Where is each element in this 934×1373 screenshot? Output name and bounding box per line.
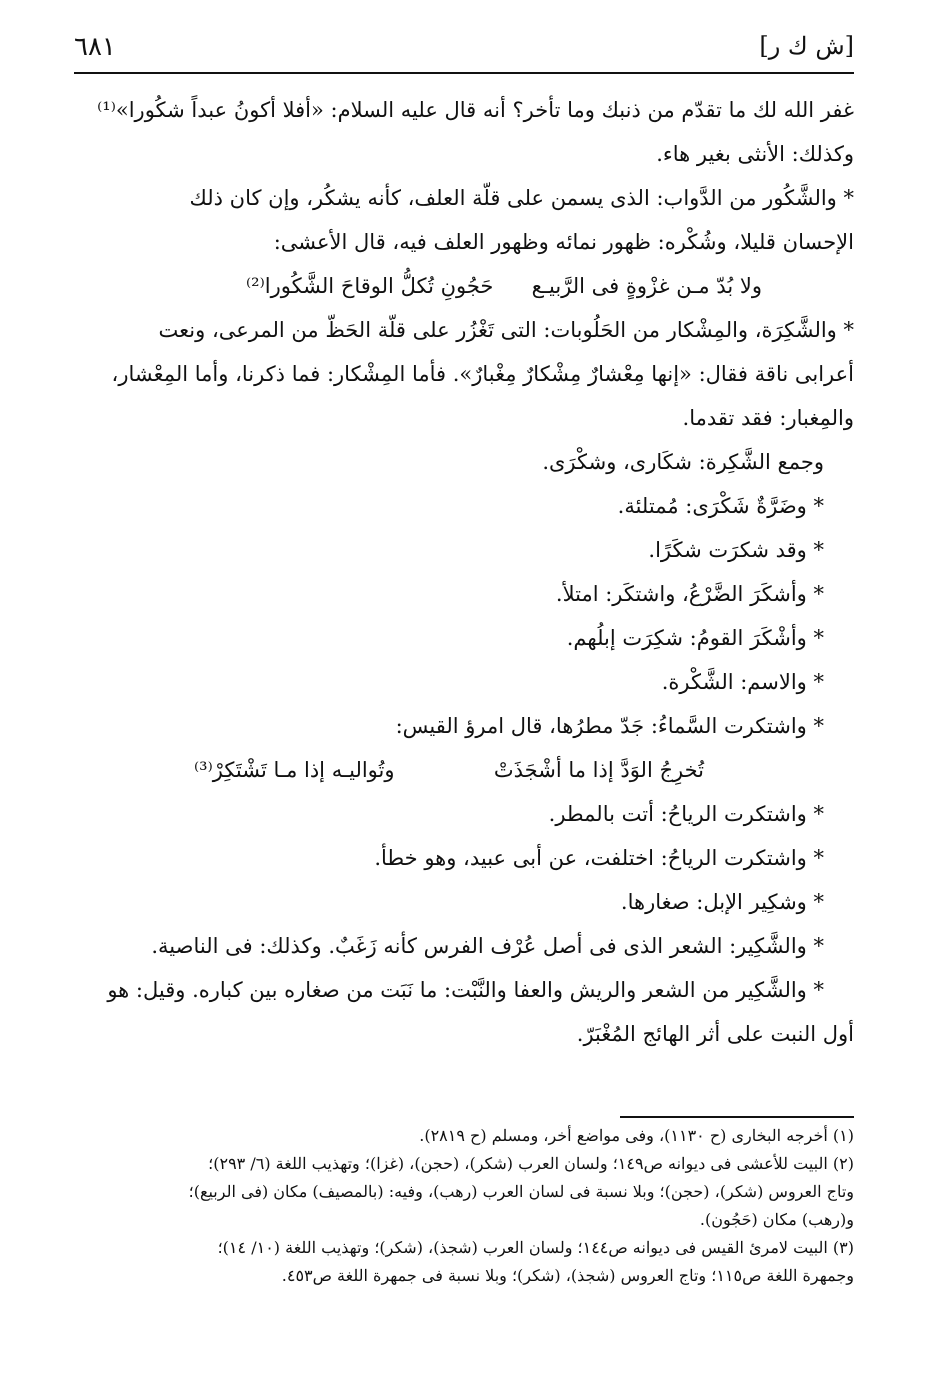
text-line: * وأشْكَرَ القومُ: شكِرَت إبلُهم. [566, 626, 824, 650]
footnotes [74, 1122, 854, 1290]
verse-hemistich: ولا بُدّ مـن غزْوةٍ فى الرَّبيـع [531, 274, 762, 298]
page-header [74, 24, 854, 68]
text-line: * وضَرَّةٌ شَكْرَى: مُمتلئة. [617, 494, 824, 518]
verse-hemistich: تُخرِجُ الوَدَّ إذا ما أشْجَذَتْ [493, 758, 704, 782]
root-heading: [ش ك ر] [759, 32, 854, 60]
text-line: أول النبت على أثر الهائج المُغْبَرّ. [576, 1022, 854, 1046]
text-line: * والشَّكُور من الدَّواب: الذى يسمن على قلّة العلف، كأنه يشكُر، وإن كان ذلك [189, 186, 854, 210]
verse-line [74, 264, 854, 308]
text-line: غفر الله لك ما تقدّم من ذنبك وما تأخر؟ أنه قال عليه السلام: «أفلا أكونُ عبداً شكُورا»⁽¹⁾ [97, 98, 854, 122]
text-line: أعرابى ناقة فقال: «إنها مِعْشارٌ مِشْكارٌ مِغْبارٌ». فأما المِشْكار: فما ذكرنا، وأما المِعْشار، [111, 362, 854, 386]
text-line: * واشتكرت الرياحُ: أتت بالمطر. [548, 802, 824, 826]
text-line: * والشَّكِير من الشعر والريش والعفا والنَّبْت: ما نَبَت من صغاره بين كباره. وقيل: هو [107, 978, 824, 1002]
header-rule [74, 72, 854, 74]
text-line: * والشَّكِير: الشعر الذى فى أصل عُرْف الفرس كأنه زَغَبٌ. وكذلك: فى الناصية. [151, 934, 824, 958]
text-line: والمِغبار: فقد تقدما. [682, 406, 854, 430]
verse-line [74, 748, 854, 792]
text-line: * واشتكرت السَّماءُ: جَدّ مطرُها، قال امرؤ القيس: [395, 714, 824, 738]
footnote-line: (٢) البيت للأعشى فى ديوانه ص١٤٩؛ ولسان العرب (شكر)، (حجن)، (غزا)؛ وتهذيب اللغة (٦/ ٢٩٣)؛ [208, 1154, 854, 1173]
footnote-rule [620, 1116, 854, 1118]
text-line: وجمع الشَّكِرة: شكَارى، وشكْرَى. [542, 450, 824, 474]
text-line: * وشكِير الإبل: صغارها. [620, 890, 824, 914]
text-line: * واشتكرت الرياحُ: اختلفت، عن أبى عبيد، وهو خطأ. [374, 846, 824, 870]
verse-hemistich: حَجُونِ تُكلُّ الوقاحَ الشَّكُورا⁽²⁾ [246, 274, 494, 298]
footnote-line: (١) أخرجه البخارى (ح ١١٣٠)، وفى مواضع أخر، ومسلم (ح ٢٨١٩). [419, 1126, 854, 1145]
text-line: * وأشكَرَ الضَّرْعُ، واشتكَر: امتلأ. [555, 582, 824, 606]
footnote-line: وتاج العروس (شكر)، (حجن)؛ وبلا نسبة فى لسان العرب (رهب)، وفيه: (بالمصيف) مكان (فى الربيع)؛ [188, 1182, 854, 1201]
verse-hemistich: وتُواليـه إذا مـا تَشْتَكِرْ⁽³⁾ [194, 758, 395, 782]
text-line: * والاسم: الشَّكْرة. [661, 670, 824, 694]
text-line: وكذلك: الأنثى بغير هاء. [656, 142, 854, 166]
footnote-line: (٣) البيت لامرئ القيس فى ديوانه ص١٤٤؛ ولسان العرب (شجذ)، (شكر)؛ وتهذيب اللغة (١٠/ ١٤)؛ [217, 1238, 854, 1257]
main-text [74, 88, 854, 1056]
text-line: الإحسان قليلا، وشُكْره: ظهور نمائه وظهور العلف فيه، قال الأعشى: [273, 230, 854, 254]
footnote-line: و(رهب) مكان (حَجُون). [699, 1210, 854, 1229]
text-line: * وقد شكرَت شكَرًا. [648, 538, 824, 562]
footnote-line: وجمهرة اللغة ص١١٥؛ وتاج العروس (شجذ)، (شكر)؛ وبلا نسبة فى جمهرة اللغة ص٤٥٣. [281, 1266, 854, 1285]
text-line: * والشَّكِرَة، والمِشْكار من الحَلُوبات: التى تَغْزُر على قلّة الحَظّ من المرعى، ونعت [158, 318, 854, 342]
page-number: ٦٨١ [74, 32, 116, 62]
